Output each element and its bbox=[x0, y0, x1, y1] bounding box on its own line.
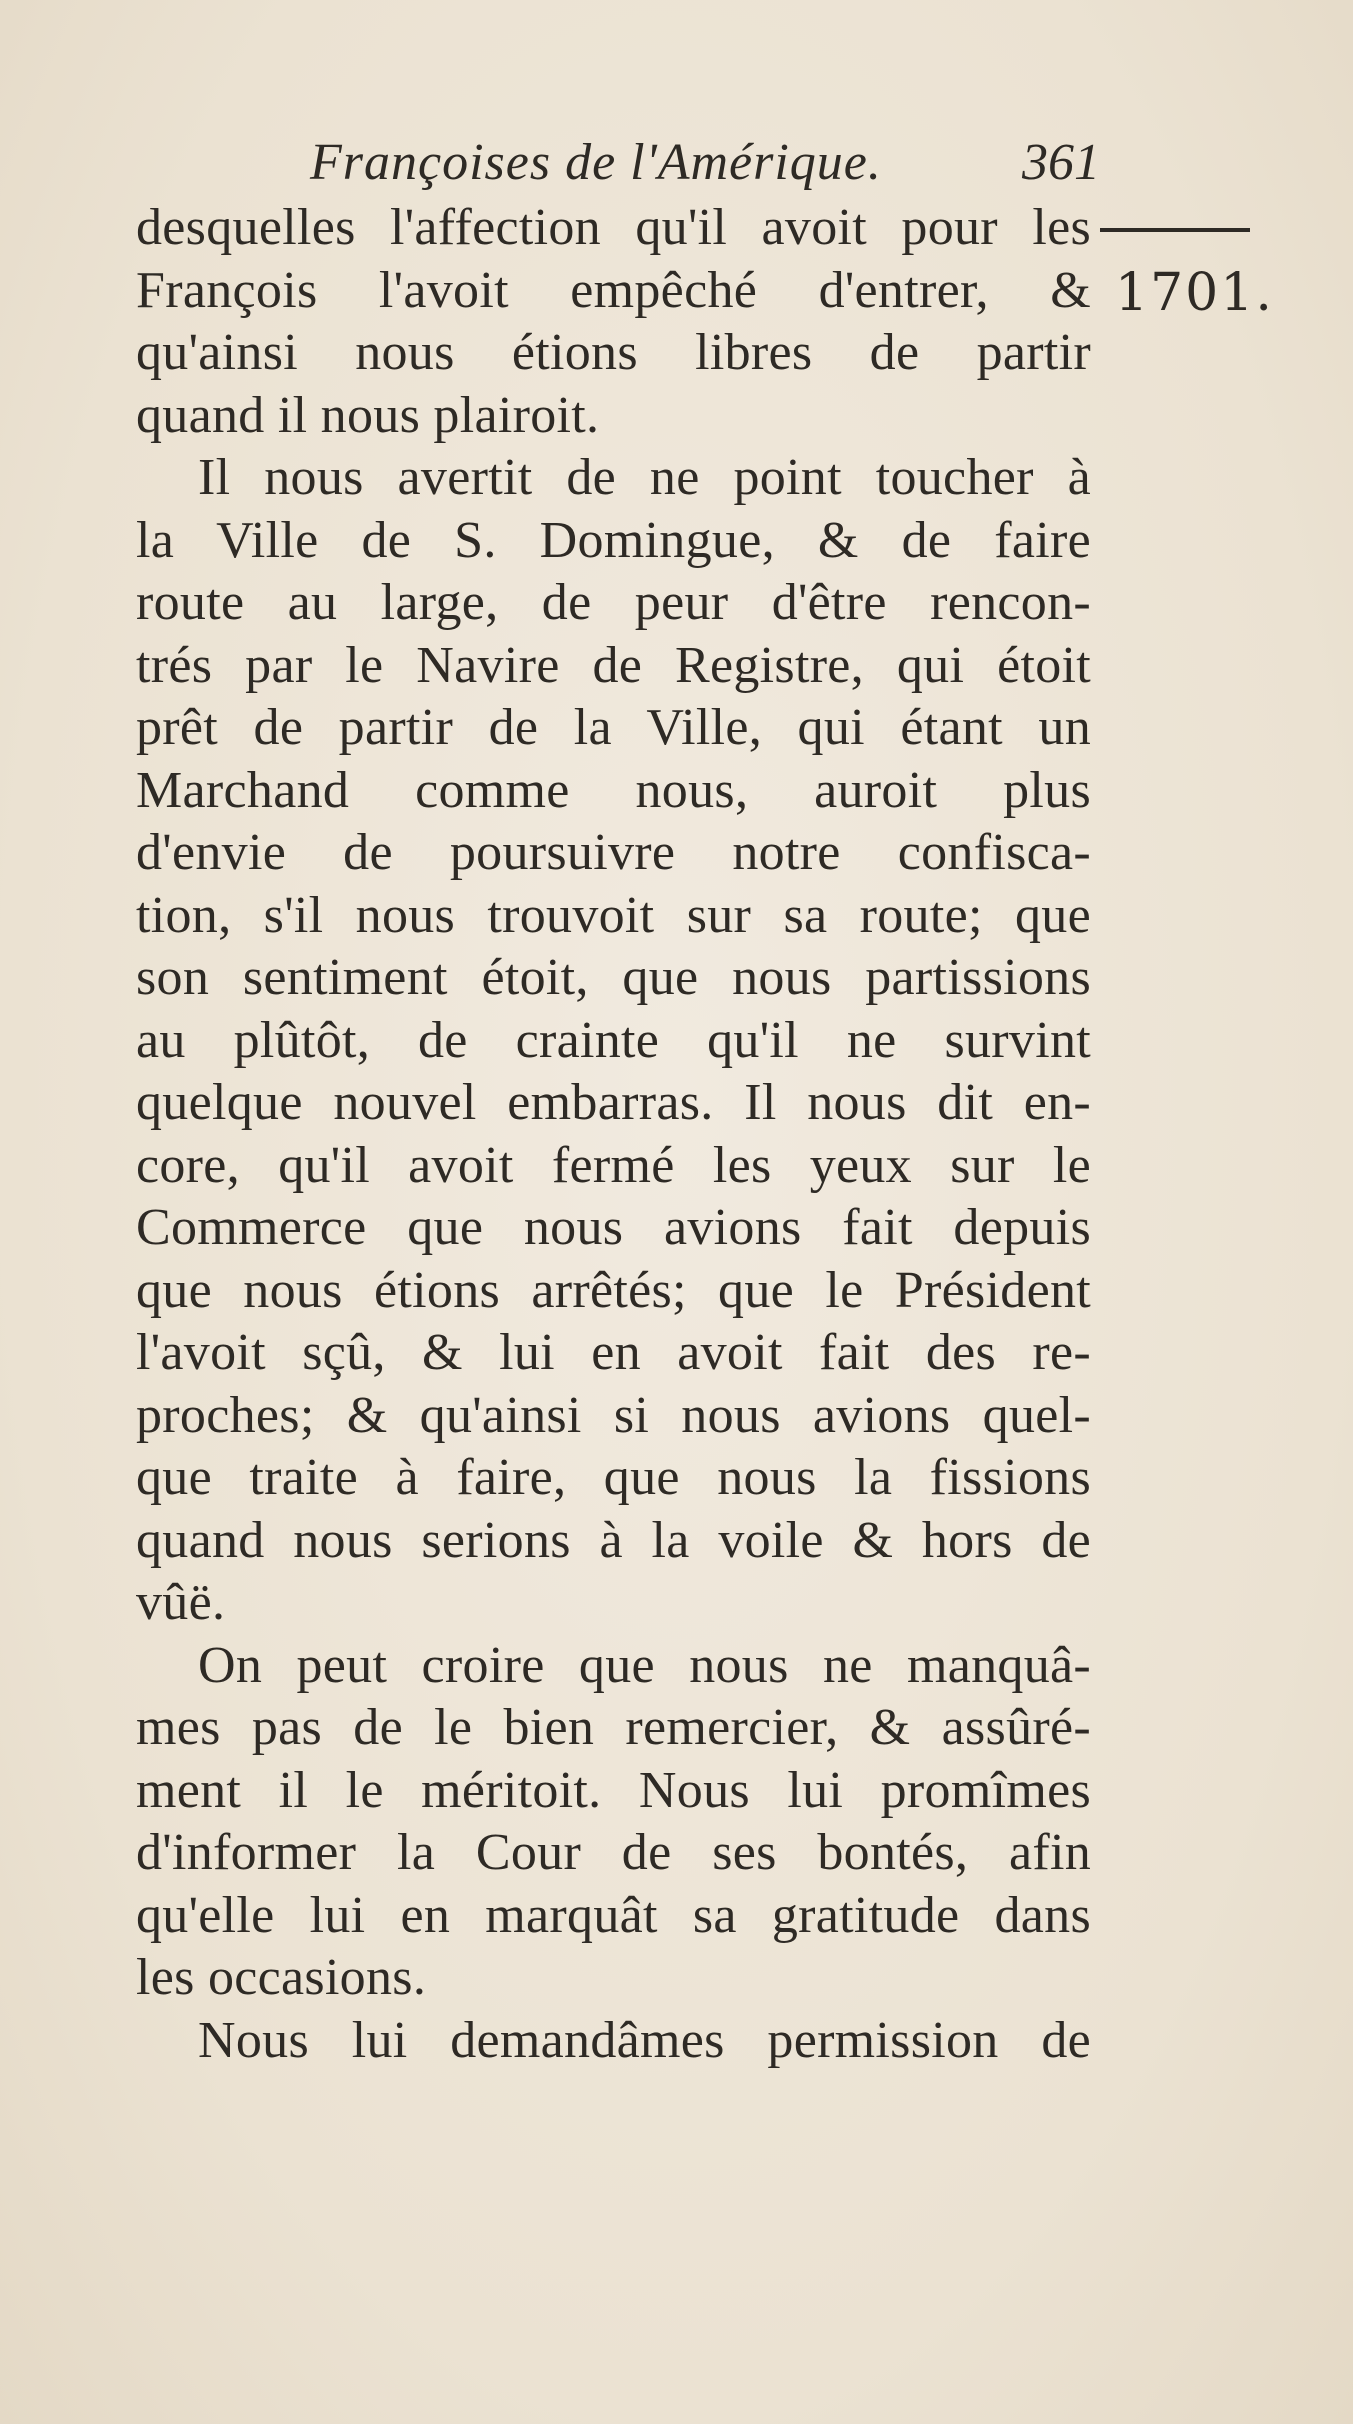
text-line: d'informer la Cour de ses bontés, afin bbox=[136, 1824, 1091, 1881]
running-title: Françoises de l'Amérique. bbox=[310, 134, 882, 191]
text-line: On peut croire que nous ne manquâ- bbox=[198, 1636, 1091, 1694]
page-number: 361 bbox=[1022, 134, 1100, 191]
text-line: proches; & qu'ainsi si nous avions quel- bbox=[136, 1386, 1091, 1444]
text-line: Marchand comme nous, auroit plus bbox=[136, 761, 1091, 819]
text-line: Commerce que nous avions fait depuis bbox=[136, 1199, 1091, 1256]
page-header bbox=[310, 128, 1100, 198]
text-line: route au large, de peur d'être rencon- bbox=[136, 574, 1091, 631]
text-line: ment il le méritoit. Nous lui promîmes bbox=[136, 1761, 1091, 1819]
text-line: que nous étions arrêtés; que le Président bbox=[136, 1261, 1091, 1319]
text-line: que traite à faire, que nous la fissions bbox=[136, 1449, 1091, 1506]
text-line: Il nous avertit de ne point toucher à bbox=[198, 449, 1091, 506]
text-line: trés par le Navire de Registre, qui étoit bbox=[136, 636, 1091, 694]
text-line: les occasions. bbox=[136, 1949, 427, 2006]
text-line: l'avoit sçû, & lui en avoit fait des re- bbox=[136, 1324, 1091, 1381]
text-line: qu'ainsi nous étions libres de partir bbox=[136, 324, 1091, 381]
body-text bbox=[136, 197, 1091, 2072]
margin-rule bbox=[1100, 228, 1250, 232]
text-line: desquelles l'affection qu'il avoit pour les bbox=[136, 199, 1091, 256]
text-line: prêt de partir de la Ville, qui étant un bbox=[136, 699, 1091, 756]
text-line: quand nous serions à la voile & hors de bbox=[136, 1511, 1091, 1569]
text-line: mes pas de le bien remercier, & assûré- bbox=[136, 1699, 1091, 1756]
text-line: son sentiment étoit, que nous partissions bbox=[136, 949, 1091, 1006]
text-line: d'envie de poursuivre notre confisca- bbox=[136, 824, 1091, 881]
text-line: François l'avoit empêché d'entrer, & bbox=[136, 261, 1091, 319]
text-line: vûë. bbox=[136, 1574, 226, 1631]
text-line: au plûtôt, de crainte qu'il ne survint bbox=[136, 1011, 1091, 1069]
margin-year: 1701. bbox=[1115, 263, 1274, 323]
text-line: qu'elle lui en marquât sa gratitude dans bbox=[136, 1886, 1091, 1944]
text-line: quelque nouvel embarras. Il nous dit en- bbox=[136, 1074, 1091, 1131]
text-line: tion, s'il nous trouvoit sur sa route; que bbox=[136, 886, 1091, 944]
text-line: Nous lui demandâmes permission de bbox=[198, 2011, 1091, 2069]
text-line: la Ville de S. Domingue, & de faire bbox=[136, 511, 1091, 569]
text-line: core, qu'il avoit fermé les yeux sur le bbox=[136, 1136, 1091, 1194]
text-line: quand il nous plairoit. bbox=[136, 386, 600, 444]
